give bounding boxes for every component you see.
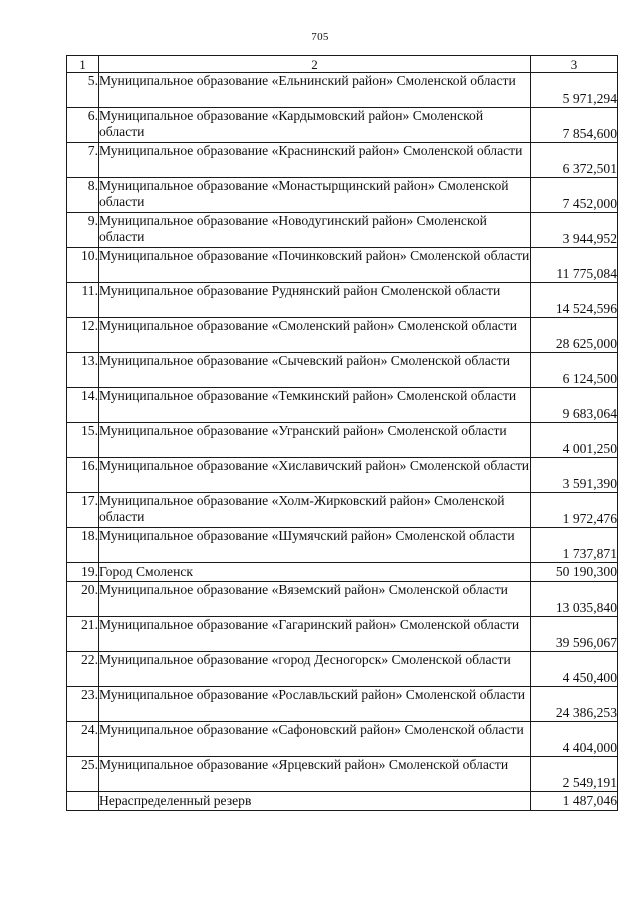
- row-number: 7.: [67, 143, 99, 178]
- amount: 4 450,400: [531, 652, 618, 687]
- municipality-name: Муниципальное образование «Вяземский район» Смоленской области: [99, 582, 531, 617]
- municipality-name: Муниципальное образование «Починковский район» Смоленской области: [99, 248, 531, 283]
- row-number: 10.: [67, 248, 99, 283]
- row-number: 22.: [67, 652, 99, 687]
- municipality-name: Муниципальное образование «Новодугинский район» Смоленской области: [99, 213, 531, 248]
- amount: 6 372,501: [531, 143, 618, 178]
- amount: 9 683,064: [531, 388, 618, 423]
- municipality-name: Муниципальное образование «Краснинский район» Смоленской области: [99, 143, 531, 178]
- row-number: 13.: [67, 353, 99, 388]
- municipality-name: Муниципальное образование «Гагаринский район» Смоленской области: [99, 617, 531, 652]
- row-number: 16.: [67, 458, 99, 493]
- table-row: [67, 528, 618, 563]
- amount: 1 737,871: [531, 528, 618, 563]
- reserve-label: Нераспределенный резерв: [99, 792, 531, 811]
- amount: 1 487,046: [531, 792, 618, 811]
- municipality-name: Муниципальное образование «Угранский район» Смоленской области: [99, 423, 531, 458]
- table-row: [67, 792, 618, 811]
- amount: 28 625,000: [531, 318, 618, 353]
- row-number: 20.: [67, 582, 99, 617]
- amount: 3 591,390: [531, 458, 618, 493]
- municipality-name: Муниципальное образование «Сычевский район» Смоленской области: [99, 353, 531, 388]
- amount: 11 775,084: [531, 248, 618, 283]
- header-row: [67, 56, 618, 73]
- table-row: [67, 353, 618, 388]
- table-row: [67, 108, 618, 143]
- municipality-name: Муниципальное образование «Сафоновский район» Смоленской области: [99, 722, 531, 757]
- municipality-name: Город Смоленск: [99, 563, 531, 582]
- table-row: [67, 248, 618, 283]
- municipality-name: Муниципальное образование «Кардымовский район» Смоленской области: [99, 108, 531, 143]
- row-number: 5.: [67, 73, 99, 108]
- row-number: 23.: [67, 687, 99, 722]
- row-number: [67, 792, 99, 811]
- table-row: [67, 423, 618, 458]
- amount: 4 001,250: [531, 423, 618, 458]
- amount: 2 549,191: [531, 757, 618, 792]
- column-header-number: 1: [67, 56, 99, 73]
- municipality-name: Муниципальное образование «Темкинский район» Смоленской области: [99, 388, 531, 423]
- row-number: 17.: [67, 493, 99, 528]
- amount: 14 524,596: [531, 283, 618, 318]
- amount: 7 854,600: [531, 108, 618, 143]
- row-number: 18.: [67, 528, 99, 563]
- column-header-amount: 3: [531, 56, 618, 73]
- table-row: [67, 582, 618, 617]
- table-row: [67, 213, 618, 248]
- row-number: 15.: [67, 423, 99, 458]
- amount: 4 404,000: [531, 722, 618, 757]
- table-row: [67, 178, 618, 213]
- table-row: [67, 493, 618, 528]
- amount: 6 124,500: [531, 353, 618, 388]
- municipality-name: Муниципальное образование Руднянский район Смоленской области: [99, 283, 531, 318]
- row-number: 24.: [67, 722, 99, 757]
- column-header-name: 2: [99, 56, 531, 73]
- amount: 5 971,294: [531, 73, 618, 108]
- municipality-name: Муниципальное образование «Холм-Жирковский район» Смоленской области: [99, 493, 531, 528]
- municipality-name: Муниципальное образование «Ельнинский район» Смоленской области: [99, 73, 531, 108]
- table-row: [67, 283, 618, 318]
- row-number: 9.: [67, 213, 99, 248]
- table-row: [67, 458, 618, 493]
- row-number: 19.: [67, 563, 99, 582]
- municipality-name: Муниципальное образование «Хиславичский район» Смоленской области: [99, 458, 531, 493]
- row-number: 11.: [67, 283, 99, 318]
- municipality-name: Муниципальное образование «Шумячский район» Смоленской области: [99, 528, 531, 563]
- table-row: [67, 617, 618, 652]
- row-number: 25.: [67, 757, 99, 792]
- municipality-name: Муниципальное образование «Смоленский район» Смоленской области: [99, 318, 531, 353]
- row-number: 14.: [67, 388, 99, 423]
- table-row: [67, 73, 618, 108]
- municipality-name: Муниципальное образование «город Десногорск» Смоленской области: [99, 652, 531, 687]
- table-row: [67, 318, 618, 353]
- page-number: 705: [311, 31, 329, 43]
- allocation-table: [66, 55, 618, 811]
- table-row: [67, 563, 618, 582]
- amount: 13 035,840: [531, 582, 618, 617]
- row-number: 8.: [67, 178, 99, 213]
- table-row: [67, 143, 618, 178]
- amount: 39 596,067: [531, 617, 618, 652]
- row-number: 6.: [67, 108, 99, 143]
- amount: 3 944,952: [531, 213, 618, 248]
- municipality-name: Муниципальное образование «Рославльский район» Смоленской области: [99, 687, 531, 722]
- table-row: [67, 757, 618, 792]
- municipality-name: Муниципальное образование «Монастырщинский район» Смоленской области: [99, 178, 531, 213]
- table-row: [67, 722, 618, 757]
- row-number: 21.: [67, 617, 99, 652]
- table-row: [67, 388, 618, 423]
- amount: 50 190,300: [531, 563, 618, 582]
- amount: 24 386,253: [531, 687, 618, 722]
- amount: 7 452,000: [531, 178, 618, 213]
- amount: 1 972,476: [531, 493, 618, 528]
- table-row: [67, 687, 618, 722]
- table-row: [67, 652, 618, 687]
- row-number: 12.: [67, 318, 99, 353]
- municipality-name: Муниципальное образование «Ярцевский район» Смоленской области: [99, 757, 531, 792]
